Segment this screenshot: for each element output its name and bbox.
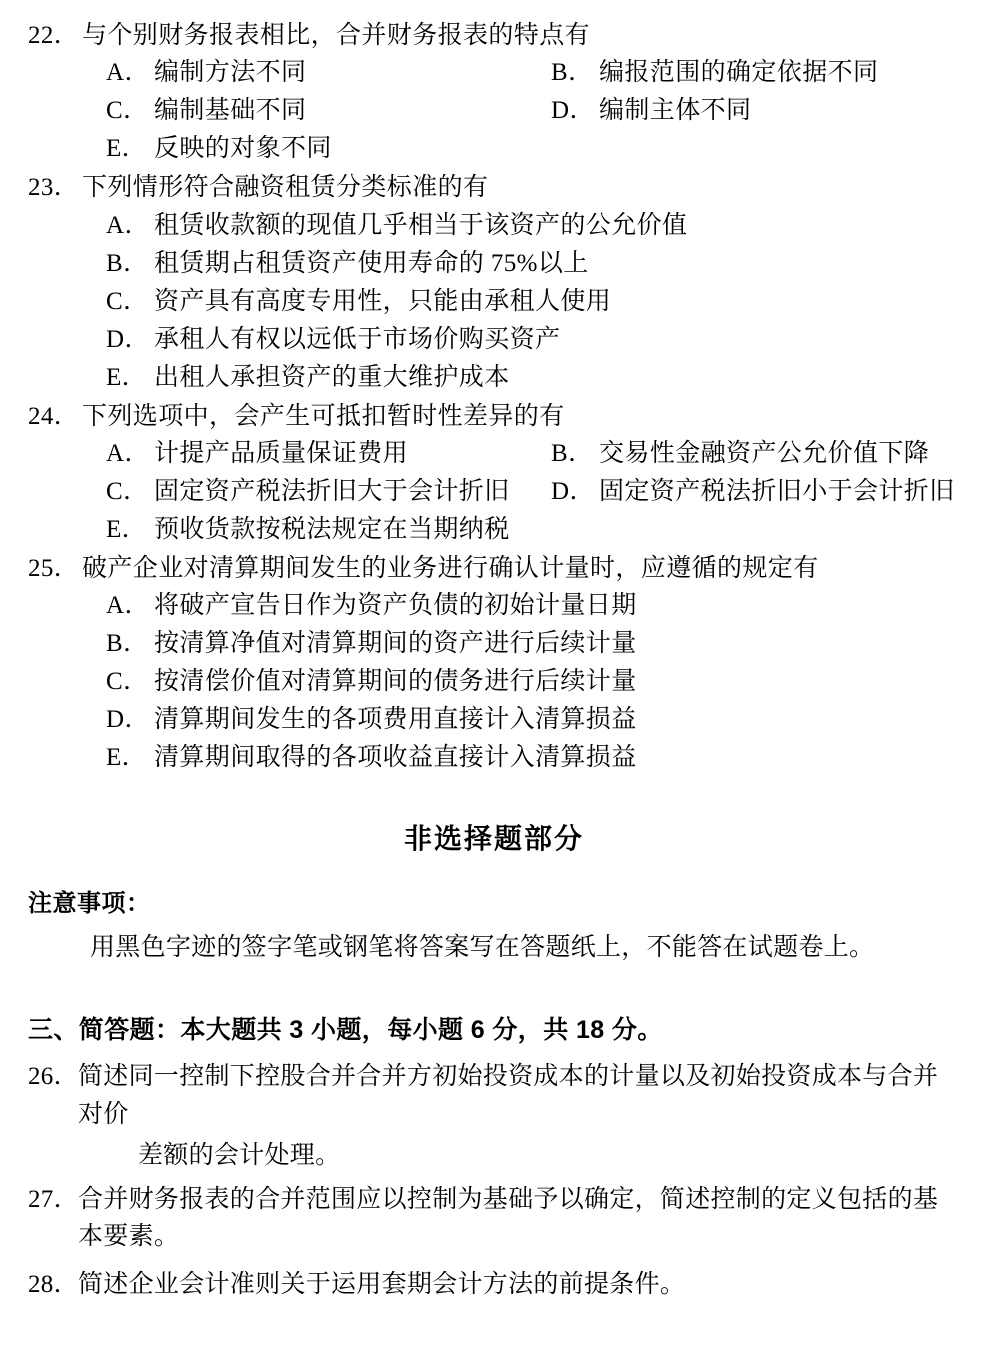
option-text: 编制方法不同 [154,59,307,87]
option-text: 按清偿价值对清算期间的债务进行后续计量 [154,668,637,695]
question-number: 26． [28,1063,79,1091]
question-number: 27． [28,1185,79,1213]
option-text: 固定资产税法折旧小于会计折旧 [599,477,955,505]
option-text: 租赁期占租赁资产使用寿命的 75%以上 [154,249,589,277]
option-text: 将破产宣告日作为资产负债的初始计量日期 [154,592,637,619]
option-label: E． [106,135,148,163]
option-row [106,587,960,625]
option-text: 编制基础不同 [154,97,307,125]
option-text: 出租人承担资产的重大维护成本 [154,363,510,391]
option-e[interactable] [106,130,332,168]
option-row [106,321,960,359]
option-label: E． [106,515,148,543]
option-label: B． [551,439,594,467]
question-stem [28,170,960,206]
option-label: C． [106,477,149,505]
question-number: 24． [28,402,80,430]
option-d[interactable] [533,473,960,511]
option-e[interactable] [106,511,510,549]
question-23 [28,170,960,396]
option-b[interactable] [533,54,960,92]
option-c[interactable] [106,283,611,321]
notice-body: 用黑色字迹的签字笔或钢笔将答案写在答题纸上，不能答在试题卷上。 [90,934,875,961]
section-title: 非选择题部分 [403,823,584,854]
option-row [106,283,960,321]
option-e[interactable] [106,359,510,397]
option-row [106,739,960,777]
question-text: 简述企业会计准则关于运用套期会计方法的前提条件。 [78,1270,686,1298]
question-22 [28,18,960,168]
options-group [28,435,960,549]
question-stem [28,1266,960,1304]
option-label: C． [106,668,149,695]
option-d[interactable] [106,321,560,359]
question-text: 与个别财务报表相比，合并财务报表的特点有 [82,22,591,49]
option-c[interactable] [106,92,533,130]
option-text: 交易性金融资产公允价值下降 [599,439,930,467]
option-row [106,701,960,739]
option-row [106,625,960,663]
question-stem [28,399,960,435]
question-number: 25． [28,554,80,582]
notice-block [28,883,960,966]
option-c[interactable] [106,473,533,511]
question-text-continued: 差额的会计处理。 [138,1142,341,1170]
option-a[interactable] [106,435,533,473]
option-text: 承租人有权以远低于市场价购买资产 [154,325,561,353]
option-row [106,663,960,701]
option-a[interactable] [106,54,533,92]
question-text: 合并财务报表的合并范围应以控制为基础予以确定，简述控制的定义包括的基本要素。 [78,1185,939,1251]
option-text: 反映的对象不同 [154,135,332,163]
option-label: D． [551,97,595,125]
options-group [28,587,960,777]
option-label: B． [551,59,594,87]
question-stem [28,18,960,54]
option-row [106,92,960,130]
option-row [106,435,960,473]
question-27 [28,1181,960,1256]
part-three-heading: 三、简答题：本大题共 3 小题，每小题 6 分，共 18 分。 [28,1016,663,1045]
question-number: 22． [28,22,80,49]
options-group [28,207,960,397]
option-label: A． [106,59,150,87]
question-25 [28,551,960,777]
option-text: 租赁收款额的现值几乎相当于该资产的公允价值 [154,211,688,239]
option-label: E． [106,363,148,391]
option-label: A． [106,592,150,619]
option-d[interactable] [106,701,637,739]
option-e[interactable] [106,739,637,777]
option-b[interactable] [533,435,960,473]
option-label: E． [106,744,148,771]
option-label: A． [106,439,150,467]
option-a[interactable] [106,207,687,245]
option-row [106,473,960,511]
option-text: 清算期间取得的各项收益直接计入清算损益 [154,744,637,771]
option-d[interactable] [533,92,960,130]
option-label: B． [106,630,149,657]
option-label: B． [106,249,149,277]
question-number: 28． [28,1270,79,1298]
option-label: A． [106,211,150,239]
option-row [106,207,960,245]
option-text: 编报范围的确定依据不同 [599,59,879,87]
option-text: 计提产品质量保证费用 [154,439,409,467]
option-text: 固定资产税法折旧大于会计折旧 [154,477,510,505]
option-label: D． [106,325,150,353]
question-stem [28,1181,960,1256]
option-a[interactable] [106,587,637,625]
option-b[interactable] [106,625,637,663]
question-stem [28,551,960,587]
option-text: 按清算净值对清算期间的资产进行后续计量 [154,630,637,657]
option-row [106,245,960,283]
option-b[interactable] [106,245,589,283]
question-28 [28,1266,960,1304]
option-row [106,54,960,92]
question-26 [28,1058,960,1175]
option-label: D． [106,706,150,733]
option-label: D． [551,477,595,505]
option-label: C． [106,97,149,125]
question-text: 下列情形符合融资租赁分类标准的有 [82,174,489,202]
option-text: 清算期间发生的各项费用直接计入清算损益 [154,706,637,733]
option-text: 编制主体不同 [599,97,752,125]
question-text: 简述同一控制下控股合并合并方初始投资成本的计量以及初始投资成本与合并对价 [78,1063,939,1128]
question-number: 23． [28,174,80,202]
option-row [106,359,960,397]
option-text: 预收货款按税法规定在当期纳税 [154,515,510,543]
question-stem [28,1058,960,1133]
notice-heading: 注意事项： [28,890,151,917]
question-24 [28,399,960,549]
option-text: 资产具有高度专用性，只能由承租人使用 [154,287,612,315]
option-row [106,511,960,549]
option-c[interactable] [106,663,637,701]
option-label: C． [106,287,149,315]
options-group [28,54,960,168]
question-text: 下列选项中，会产生可抵扣暂时性差异的有 [82,402,565,430]
option-row [106,130,960,168]
question-text: 破产企业对清算期间发生的业务进行确认计量时，应遵循的规定有 [82,554,819,582]
